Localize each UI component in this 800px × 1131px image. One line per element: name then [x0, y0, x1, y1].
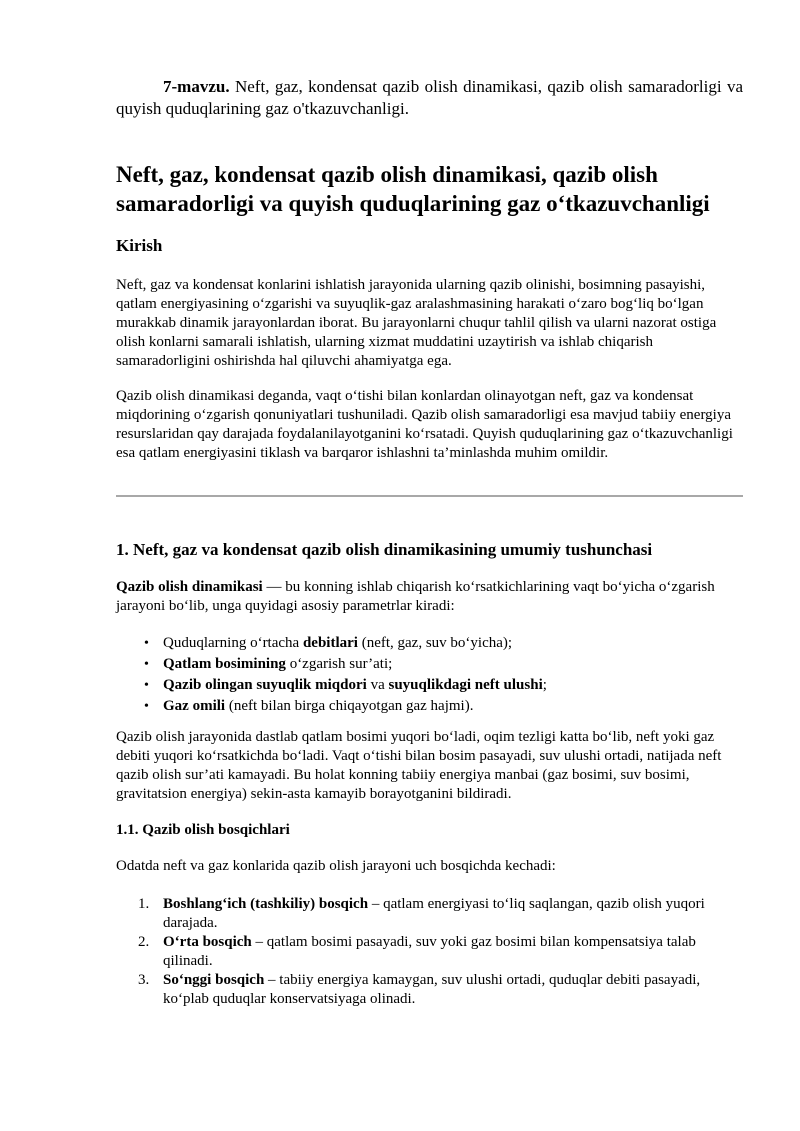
list-item: • Gaz omili (neft bilan birga chiqayotgan gaz hajmi). — [144, 698, 474, 714]
list-item: • Qazib olingan suyuqlik miqdori va suyuqlikdagi neft ulushi; — [144, 677, 547, 693]
list-item: 3. So‘nggi bosqich – tabiiy energiya kamaygan, suv ulushi ortadi, quduqlar debiti pasayadi, ko‘plab quduqlar konservatsiyaga olinadi. — [138, 972, 701, 1007]
bullet-icon: • — [144, 636, 149, 651]
page-title: Neft, gaz, kondensat qazib olish dinamikasi, qazib olish samaradorligi va quyish quduqlarining gaz o‘tkazuvchanligi — [116, 162, 710, 216]
section-divider — [116, 495, 743, 497]
topic-label: 7-mavzu. — [163, 77, 230, 96]
definition-paragraph — [116, 578, 743, 616]
topic-line — [116, 76, 743, 120]
section-1-heading: 1. Neft, gaz va kondensat qazib olish dinamikasining umumiy tushunchasi — [116, 540, 653, 559]
intro-paragraph-1: Neft, gaz va kondensat konlarini ishlatish jarayonida ularning qazib olinishi, bosimning pasayishi, qatlam energiyasining o‘zgarishi va suyuqlik-gaz aralashmasining harakati o‘zaro bog‘liq bo‘lgan murakkab dinamik jarayonlardan iborat. Bu jarayonlarni chuqur tahlil qilish va ularni nazorat ostiga olish konlarni samarali ishlatish, ularning xizmat muddatini uzaytirish va ishlab chiqarish samaradorligini oshirishda hal qiluvchi ahamiyatga ega. — [116, 277, 717, 369]
bullet-icon: • — [144, 678, 149, 693]
subsection-intro: Odatda neft va gaz konlarida qazib olish jarayoni uch bosqichda kechadi: — [116, 858, 556, 874]
subsection-heading: 1.1. Qazib olish bosqichlari — [116, 822, 290, 838]
list-item: • Qatlam bosimining o‘zgarish sur’ati; — [144, 656, 393, 672]
bullet-icon: • — [144, 699, 149, 714]
list-item: 2. O‘rta bosqich – qatlam bosimi pasayadi, suv yoki gaz bosimi bilan kompensatsiya talab qilinadi. — [138, 934, 696, 969]
dynamics-paragraph: Qazib olish jarayonida dastlab qatlam bosimi yuqori bo‘ladi, oqim tezligi katta bo‘lib, neft yoki gaz debiti yuqori ko‘rsatkichda bo‘ladi. Vaqt o‘tishi bilan bosim pasayadi, suv ulushi ortadi, natijada neft qazib olish sur’ati kamayadi. Bu holat konning tabiiy energiya manbai (gaz bosimi, suv bosimi, gravitatsion energiya) sekin-asta kamayib borayotganini bildiradi. — [116, 729, 722, 802]
topic-text: Neft, gaz, kondensat qazib olish dinamikasi, qazib olish samaradorligi va quyish quduqlarining gaz o'tkazuvchanligi. — [116, 77, 743, 118]
list-item: • Quduqlarning o‘rtacha debitlari (neft, gaz, suv bo‘yicha); — [144, 635, 513, 651]
definition-term: Qazib olish dinamikasi — [116, 579, 263, 595]
list-item: 1. Boshlang‘ich (tashkiliy) bosqich – qatlam energiyasi to‘liq saqlangan, qazib olish yuqori darajada. — [138, 896, 705, 931]
stages-list — [116, 895, 743, 1009]
parameter-list — [116, 634, 547, 718]
definition-text: — bu konning ishlab chiqarish ko‘rsatkichlarining vaqt bo‘yicha o‘zgarish jarayoni bo‘lib, unga quyidagi asosiy parametrlar kiradi: — [116, 579, 715, 614]
intro-paragraph-2: Qazib olish dinamikasi deganda, vaqt o‘tishi bilan konlardan olinayotgan neft, gaz va kondensat miqdorining o‘zgarish qonuniyatlari tushuniladi. Qazib olish samaradorligi esa mavjud tabiiy energiya resurslaridan qay darajada foydalanilayotganini ko‘rsatadi. Quyish quduqlarining gaz o‘tkazuvchanligi esa qatlam energiyasini tiklash va barqaror ishlashni ta’minlashda muhim omildir. — [116, 388, 733, 461]
bullet-icon: • — [144, 657, 149, 672]
intro-heading: Kirish — [116, 236, 163, 255]
